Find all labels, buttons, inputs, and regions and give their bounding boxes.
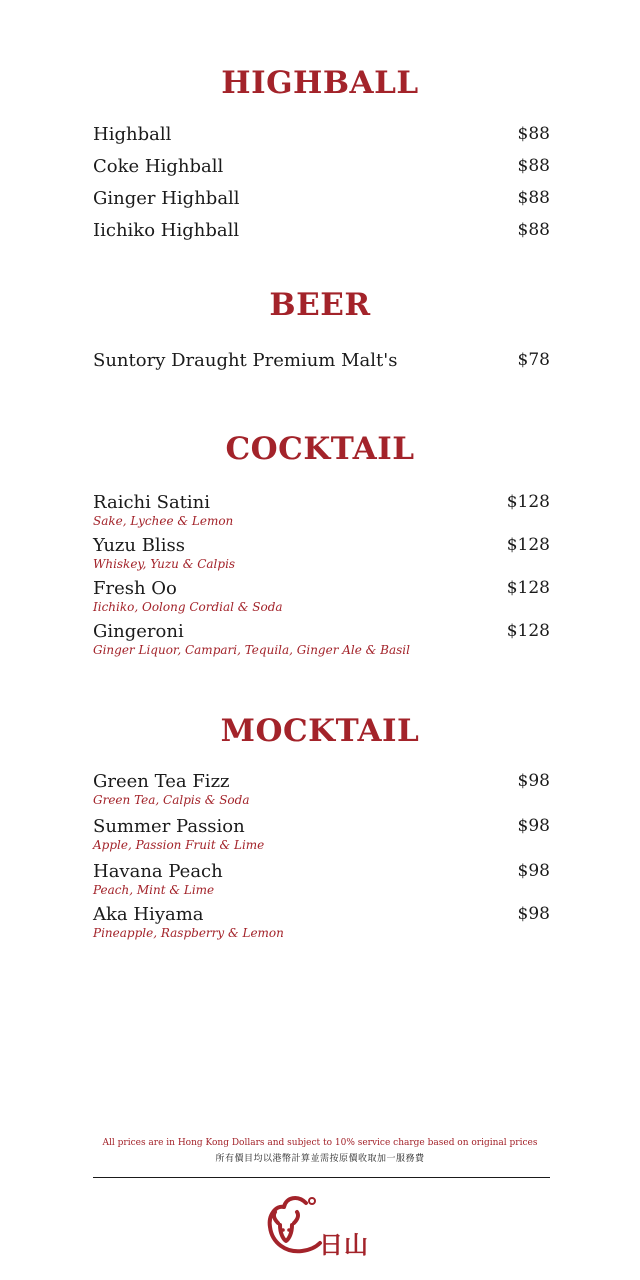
item-price: $88: [517, 188, 550, 208]
item-description: Sake, Lychee & Lemon: [93, 514, 234, 528]
item-price: $128: [506, 621, 550, 641]
footer-divider: [93, 1177, 550, 1178]
item-name: Yuzu Bliss: [93, 535, 185, 556]
item-name: Highball: [93, 124, 172, 145]
item-name: Iichiko Highball: [93, 220, 240, 241]
section-title-highball: HIGHBALL: [221, 65, 419, 101]
item-name: Coke Highball: [93, 156, 224, 177]
item-price: $128: [506, 535, 550, 555]
section-title-cocktail: COCKTAIL: [225, 431, 415, 467]
item-description: Pineapple, Raspberry & Lemon: [93, 926, 284, 940]
item-name: Fresh Oo: [93, 578, 177, 599]
item-name: Gingeroni: [93, 621, 184, 642]
item-description: Peach, Mint & Lime: [93, 883, 215, 897]
item-description: Green Tea, Calpis & Soda: [93, 793, 250, 807]
item-name: Green Tea Fizz: [93, 771, 230, 792]
item-price: $78: [517, 350, 550, 370]
item-price: $88: [517, 124, 550, 144]
item-name: Ginger Highball: [93, 188, 240, 209]
section-title-mocktail: MOCKTAIL: [220, 713, 420, 749]
logo-wordmark: 日山: [319, 1231, 369, 1259]
item-price: $128: [506, 578, 550, 598]
item-price: $98: [517, 861, 550, 881]
item-name: Suntory Draught Premium Malt's: [93, 350, 398, 371]
item-name: Havana Peach: [93, 861, 223, 882]
item-description: Whiskey, Yuzu & Calpis: [93, 557, 236, 571]
item-price: $98: [517, 771, 550, 791]
section-title-beer: BEER: [269, 287, 371, 323]
item-name: Aka Hiyama: [93, 904, 204, 925]
price-note-chinese: 所有價目均以港幣計算並需按原價收取加一服務費: [215, 1154, 425, 1164]
item-price: $98: [517, 904, 550, 924]
item-description: Iichiko, Oolong Cordial & Soda: [93, 600, 283, 614]
bull-head-icon: [264, 1193, 324, 1257]
item-name: Raichi Satini: [93, 492, 211, 513]
item-description: Ginger Liquor, Campari, Tequila, Ginger Ale & Basil: [93, 643, 410, 657]
price-note-english: All prices are in Hong Kong Dollars and subject to 10% service charge based on original prices: [102, 1138, 538, 1148]
item-name: Summer Passion: [93, 816, 245, 837]
item-price: $98: [517, 816, 550, 836]
item-price: $88: [517, 156, 550, 176]
item-price: $88: [517, 220, 550, 240]
item-description: Apple, Passion Fruit & Lime: [93, 838, 265, 852]
restaurant-logo: [264, 1193, 384, 1263]
item-price: $128: [506, 492, 550, 512]
